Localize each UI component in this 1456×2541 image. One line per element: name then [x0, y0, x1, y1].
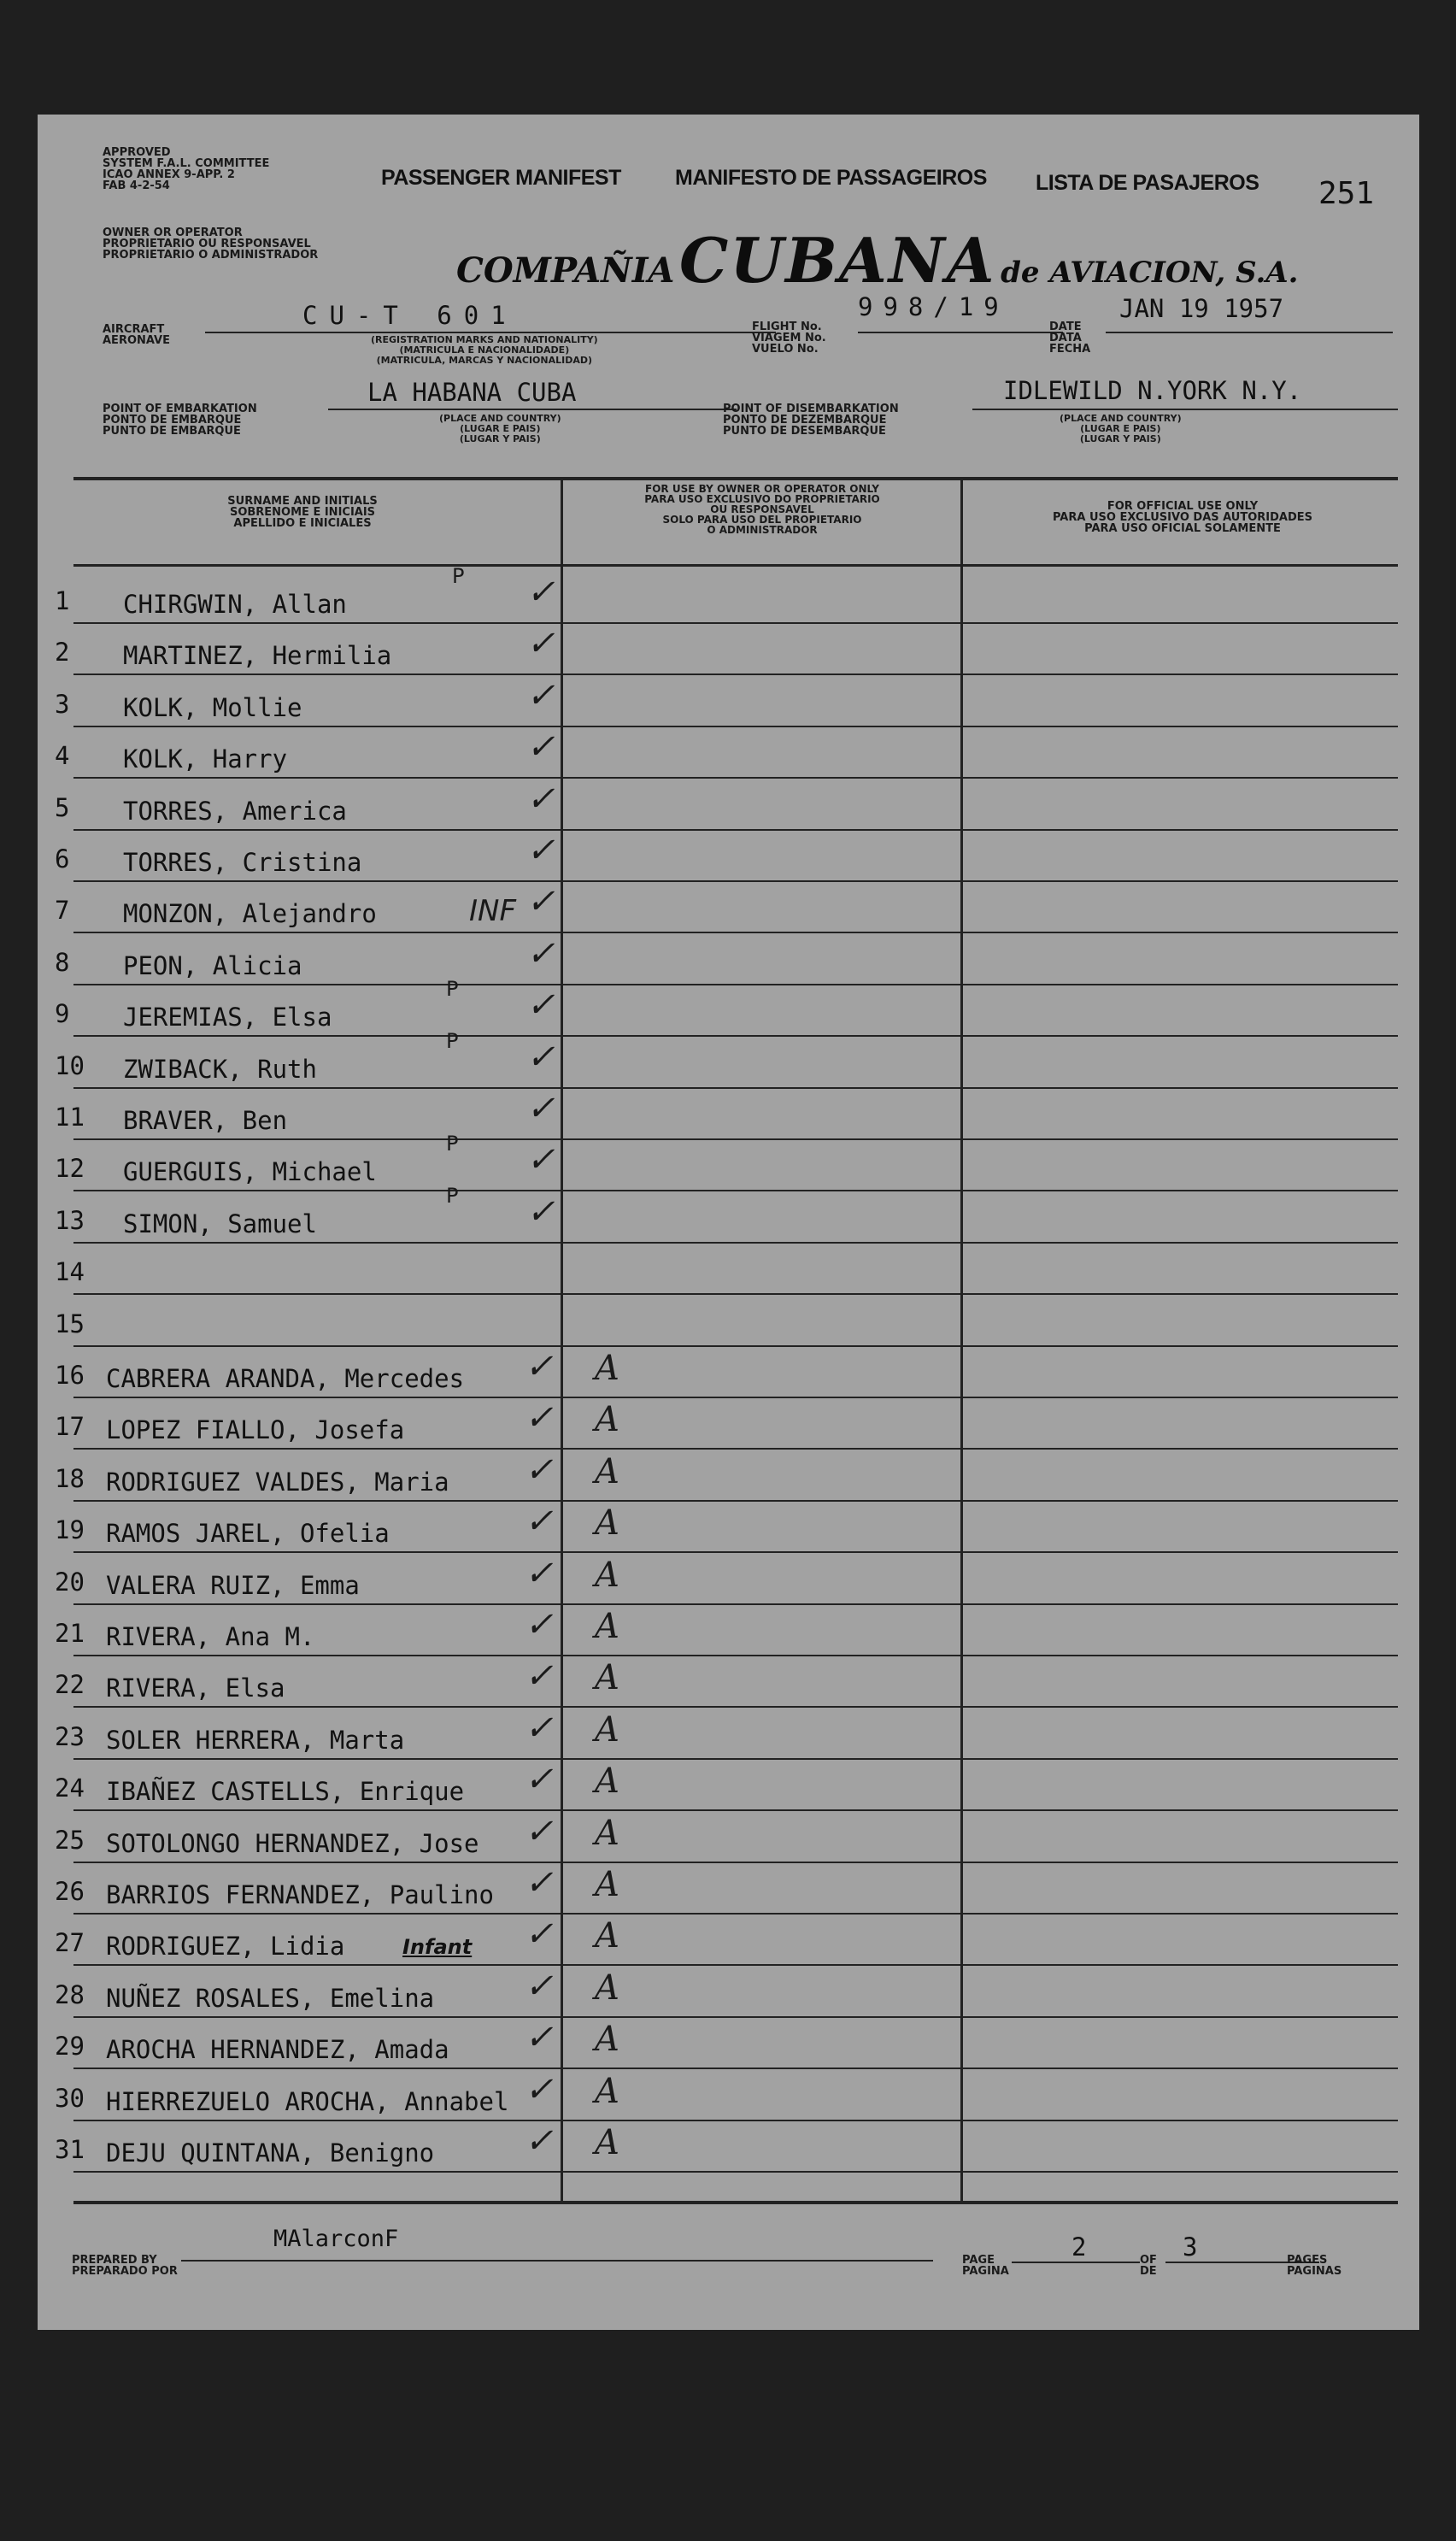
- row-number: 22: [55, 1670, 85, 1700]
- row-rule: [73, 1655, 1398, 1656]
- date-label-line: DATA: [1049, 332, 1082, 344]
- date-label-line: FECHA: [1049, 343, 1091, 356]
- of-label: [1140, 2255, 1157, 2277]
- row-number: 8: [55, 947, 70, 977]
- column-header-operator: [574, 484, 950, 535]
- row-rule: [73, 2068, 1398, 2069]
- row-number: 30: [55, 2083, 85, 2113]
- row-number: 5: [55, 792, 70, 822]
- aircraft-sublabel-line: (MATRICULA, MARCAS Y NACIONALIDAD): [376, 355, 593, 366]
- check-mark: ✓: [526, 1140, 555, 1180]
- row-rule: [73, 1913, 1398, 1915]
- owner-label-block: [103, 227, 318, 261]
- row-number: 9: [55, 999, 70, 1029]
- column-header-line: PARA USO OFICIAL SOLAMENTE: [1084, 522, 1281, 535]
- column-header-line: FOR USE BY OWNER OR OPERATOR ONLY: [645, 483, 879, 495]
- row-number: 6: [55, 844, 70, 873]
- row-number: 15: [55, 1309, 85, 1338]
- row-number: 16: [55, 1361, 85, 1390]
- infant-note: Infant: [402, 1935, 473, 1959]
- row-number: 13: [55, 1205, 85, 1235]
- prepared-underline: [181, 2260, 933, 2262]
- disembarkation-label-line: PONTO DE DEZEMBARQUE: [723, 414, 887, 426]
- column-header-line: OU RESPONSAVEL: [710, 503, 814, 515]
- row-rule: [73, 1035, 1398, 1037]
- manifest-document: [38, 115, 1419, 2330]
- check-mark: ✓: [526, 779, 555, 819]
- row-rule: [73, 1242, 1398, 1244]
- passenger-name: IBAÑEZ CASTELLS, Enrique: [106, 1777, 465, 1807]
- row-number: 20: [55, 1567, 85, 1597]
- aircraft-value: CU-T 601: [302, 301, 518, 330]
- row-rule: [73, 1964, 1398, 1966]
- check-mark: ✓: [525, 1708, 554, 1748]
- footer-label-line: PAGES: [1287, 2254, 1328, 2267]
- aircraft-label-line: AERONAVE: [103, 334, 171, 347]
- column-header-line: PARA USO EXCLUSIVO DO PROPRIETARIO: [644, 493, 880, 505]
- disembarkation-underline: [972, 409, 1398, 410]
- date-label: [1049, 321, 1090, 355]
- row-rule: [73, 777, 1398, 779]
- page-number: 251: [1318, 176, 1375, 211]
- check-mark: ✓: [525, 1863, 554, 1903]
- footer-label-line: PREPARADO POR: [72, 2265, 178, 2278]
- row-rule: [73, 1293, 1398, 1295]
- operator-mark: A: [595, 2123, 619, 2162]
- row-rule: [73, 932, 1398, 933]
- passenger-name: AROCHA HERNANDEZ, Amada: [106, 2035, 449, 2065]
- column-header-line: SOLO PARA USO DEL PROPIETARIO: [662, 514, 862, 526]
- operator-mark: A: [595, 1503, 619, 1544]
- operator-mark: A: [595, 1968, 619, 2008]
- date-underline: [1106, 332, 1393, 333]
- footer-label-line: OF: [1140, 2254, 1157, 2267]
- company-name: [456, 224, 1299, 297]
- column-header-line: SOBRENOME E INICIAIS: [229, 506, 376, 519]
- column-divider-2: [960, 477, 963, 2203]
- check-mark: ✓: [526, 1089, 555, 1128]
- embarkation-sublabel-line: (LUGAR E PAIS): [460, 423, 541, 434]
- check-mark: ✓: [525, 1811, 554, 1851]
- passenger-name: MARTINEZ, Hermilia: [123, 641, 392, 671]
- approved-line: ICAO ANNEX 9-APP. 2: [103, 168, 235, 181]
- flight-label-line: VUELO No.: [752, 343, 819, 356]
- row-rule: [73, 622, 1398, 624]
- column-header-line: PARA USO EXCLUSIVO DAS AUTORIDADES: [1052, 511, 1313, 524]
- company-part2: CUBANA: [679, 224, 996, 297]
- check-mark: ✓: [525, 2018, 554, 2058]
- disembarkation-label-line: PUNTO DE DESEMBARQUE: [723, 425, 886, 438]
- row-rule: [73, 1706, 1398, 1708]
- aircraft-label: [103, 324, 170, 346]
- approved-line: FAB 4-2-54: [103, 179, 170, 192]
- aircraft-sublabel: [371, 335, 598, 366]
- row-rule: [73, 1603, 1398, 1605]
- passenger-name: SOLER HERRERA, Marta: [106, 1725, 405, 1755]
- row-rule: [73, 673, 1398, 675]
- row-rule: [73, 1087, 1398, 1089]
- operator-mark: A: [595, 1916, 619, 1956]
- date-label-line: DATE: [1049, 321, 1082, 333]
- column-divider-1: [561, 477, 563, 2203]
- check-mark: ✓: [526, 882, 555, 922]
- passenger-name: HIERREZUELO AROCHA, Annabel: [106, 2086, 509, 2116]
- column-header-line: FOR OFFICIAL USE ONLY: [1107, 500, 1259, 513]
- passenger-name: PEON, Alicia: [123, 950, 302, 980]
- passenger-name: DEJU QUINTANA, Benigno: [106, 2138, 435, 2167]
- operator-mark: A: [595, 1451, 619, 1491]
- embarkation-label-line: PONTO DE EMBARQUE: [103, 414, 242, 426]
- passenger-name: RIVERA, Elsa: [106, 1673, 285, 1703]
- row-number: 10: [55, 1050, 85, 1080]
- prepared-by-label: [72, 2255, 178, 2277]
- operator-mark: A: [595, 1813, 619, 1853]
- check-mark: ✓: [526, 727, 555, 768]
- row-number: 18: [55, 1463, 85, 1493]
- operator-mark: A: [595, 1865, 619, 1904]
- table-top-border: [73, 477, 1398, 480]
- row-number: 24: [55, 1773, 85, 1803]
- row-rule: [73, 1448, 1398, 1450]
- check-mark: ✓: [525, 1760, 554, 1800]
- footer-label-line: PAGINA: [962, 2265, 1009, 2278]
- operator-mark: A: [595, 1709, 619, 1750]
- row-number: 11: [55, 1103, 85, 1132]
- check-mark: ✓: [526, 675, 555, 715]
- header-separator: [73, 564, 1398, 567]
- row-rule: [73, 1809, 1398, 1811]
- passenger-name: RAMOS JAREL, Ofelia: [106, 1519, 390, 1549]
- pages-label: [1287, 2255, 1342, 2277]
- operator-mark: A: [595, 1349, 619, 1388]
- disembarkation-sublabel-line: (LUGAR Y PAIS): [1079, 433, 1161, 444]
- passenger-name: CABRERA ARANDA, Mercedes: [106, 1364, 465, 1393]
- passenger-name: KOLK, Harry: [123, 744, 288, 774]
- check-mark: ✓: [526, 573, 555, 612]
- approved-block: [103, 147, 269, 191]
- flight-label: [752, 321, 826, 355]
- disembarkation-sublabel: [1060, 414, 1182, 444]
- row-number: 23: [55, 1721, 85, 1751]
- flight-label-line: VIAGEM No.: [752, 332, 826, 344]
- passenger-name: BRAVER, Ben: [123, 1106, 288, 1135]
- check-mark: ✓: [526, 933, 555, 973]
- table-bottom-border: [73, 2201, 1398, 2204]
- column-header-official: [978, 501, 1388, 534]
- operator-mark: A: [595, 1400, 619, 1440]
- row-number: 17: [55, 1412, 85, 1442]
- row-number: 14: [55, 1257, 85, 1287]
- row-rule: [73, 984, 1398, 985]
- row-rule: [73, 1551, 1398, 1553]
- passenger-name: RODRIGUEZ VALDES, Maria: [106, 1467, 449, 1497]
- embarkation-label-line: POINT OF EMBARKATION: [103, 403, 257, 415]
- column-header-line: SURNAME AND INITIALS: [227, 495, 378, 508]
- passenger-name: ZWIBACK, Ruth: [123, 1054, 317, 1084]
- row-number: 21: [55, 1619, 85, 1648]
- row-number: 1: [55, 586, 70, 615]
- embarkation-underline: [328, 409, 737, 410]
- passenger-annotation: P: [446, 1028, 459, 1053]
- check-mark: ✓: [526, 1037, 555, 1077]
- passenger-name: KOLK, Mollie: [123, 692, 302, 722]
- passenger-name: VALERA RUIZ, Emma: [106, 1570, 360, 1600]
- passenger-name: RODRIGUEZ, Lidia: [106, 1932, 345, 1962]
- row-number: 7: [55, 896, 70, 926]
- disembarkation-sublabel-line: (LUGAR E PAIS): [1080, 423, 1161, 434]
- operator-mark: A: [595, 2020, 619, 2060]
- row-rule: [73, 726, 1398, 727]
- row-number: 3: [55, 689, 70, 719]
- footer-label-line: PAGE: [962, 2254, 995, 2267]
- footer-label-line: PAGINAS: [1287, 2265, 1342, 2278]
- passenger-name: SOTOLONGO HERNANDEZ, Jose: [106, 1828, 479, 1858]
- row-number: 19: [55, 1515, 85, 1545]
- row-rule: [73, 829, 1398, 831]
- row-number: 31: [55, 2135, 85, 2164]
- disembarkation-sublabel-line: (PLACE AND COUNTRY): [1060, 413, 1182, 424]
- embarkation-sublabel-line: (LUGAR Y PAIS): [459, 433, 541, 444]
- passenger-name: TORRES, America: [123, 796, 347, 826]
- check-mark: ✓: [525, 1347, 554, 1386]
- row-rule: [73, 1500, 1398, 1502]
- approved-line: SYSTEM F.A.L. COMMITTEE: [103, 157, 270, 170]
- page-label: [962, 2255, 1009, 2277]
- owner-label-line: PROPRIETARIO O ADMINISTRADOR: [103, 249, 319, 262]
- page-total: 3: [1183, 2232, 1198, 2262]
- passenger-annotation: P: [446, 1132, 459, 1156]
- embarkation-value: LA HABANA CUBA: [367, 378, 577, 407]
- passenger-name: NUÑEZ ROSALES, Emelina: [106, 1983, 435, 2013]
- flight-value: 998/19: [858, 292, 1009, 321]
- operator-mark: A: [595, 1555, 619, 1595]
- operator-mark: A: [595, 1607, 619, 1646]
- check-mark: ✓: [525, 1966, 554, 2006]
- flight-label-line: FLIGHT No.: [752, 321, 822, 333]
- title-es: LISTA DE PASAJEROS: [1036, 171, 1259, 195]
- operator-mark: A: [595, 1658, 619, 1698]
- row-rule: [73, 1190, 1398, 1191]
- date-value: JAN 19 1957: [1119, 294, 1284, 323]
- aircraft-underline: [205, 332, 776, 333]
- footer-label-line: PREPARED BY: [72, 2254, 157, 2267]
- flight-underline: [858, 332, 1063, 333]
- page-current: 2: [1071, 2232, 1087, 2262]
- row-rule: [73, 1397, 1398, 1398]
- check-mark: ✓: [525, 1450, 554, 1490]
- company-part1: COMPAÑIA: [456, 250, 675, 291]
- company-part3: de AVIACION, S.A.: [1001, 256, 1299, 290]
- page-underline: [1012, 2262, 1140, 2263]
- passenger-annotation: INF: [469, 894, 517, 929]
- passenger-name: SIMON, Samuel: [123, 1209, 317, 1238]
- check-mark: ✓: [525, 2069, 554, 2109]
- check-mark: ✓: [526, 831, 555, 870]
- passenger-annotation: P: [446, 1183, 459, 1208]
- column-header-name: [157, 496, 448, 529]
- embarkation-sublabel: [439, 414, 561, 444]
- passenger-name: RIVERA, Ana M.: [106, 1622, 315, 1651]
- check-mark: ✓: [525, 1502, 554, 1542]
- aircraft-sublabel-line: (REGISTRATION MARKS AND NATIONALITY): [371, 334, 598, 345]
- column-header-line: APELLIDO E INICIALES: [233, 517, 372, 530]
- check-mark: ✓: [525, 1605, 554, 1644]
- embarkation-label: [103, 403, 257, 437]
- passenger-name: BARRIOS FERNANDEZ, Paulino: [106, 1880, 494, 1909]
- passenger-name: JEREMIAS, Elsa: [123, 1003, 332, 1032]
- row-number: 12: [55, 1154, 85, 1184]
- row-rule: [73, 1862, 1398, 1863]
- title-pt: MANIFESTO DE PASSAGEIROS: [675, 166, 987, 190]
- row-rule: [73, 2016, 1398, 2018]
- operator-mark: A: [595, 1762, 619, 1802]
- row-number: 25: [55, 1825, 85, 1855]
- row-rule: [73, 2120, 1398, 2121]
- aircraft-label-line: AIRCRAFT: [103, 323, 165, 336]
- check-mark: ✓: [525, 1915, 554, 1955]
- row-number: 26: [55, 1877, 85, 1906]
- passenger-name: GUERGUIS, Michael: [123, 1157, 377, 1187]
- prepared-by-value: MAlarconF: [273, 2226, 399, 2252]
- row-number: 2: [55, 638, 70, 668]
- disembarkation-label-line: POINT OF DISEMBARKATION: [723, 403, 899, 415]
- operator-mark: A: [595, 2071, 619, 2111]
- passenger-name: TORRES, Cristina: [123, 848, 362, 877]
- disembarkation-label: [723, 403, 899, 437]
- title-en: PASSENGER MANIFEST: [381, 166, 621, 190]
- owner-label-line: OWNER OR OPERATOR: [103, 226, 243, 239]
- approved-line: APPROVED: [103, 146, 171, 159]
- row-rule: [73, 1138, 1398, 1140]
- check-mark: ✓: [525, 1656, 554, 1697]
- owner-label-line: PROPRIETARIO OU RESPONSAVEL: [103, 238, 311, 250]
- check-mark: ✓: [525, 2121, 554, 2161]
- aircraft-sublabel-line: (MATRICULA E NACIONALIDADE): [399, 344, 570, 356]
- column-header-line: O ADMINISTRADOR: [707, 524, 818, 536]
- check-mark: ✓: [525, 1553, 554, 1593]
- passenger-annotation: P: [452, 564, 465, 588]
- row-rule: [73, 2171, 1398, 2173]
- row-rule: [73, 880, 1398, 882]
- check-mark: ✓: [525, 1398, 554, 1438]
- check-mark: ✓: [526, 985, 555, 1026]
- row-number: 28: [55, 1979, 85, 2009]
- embarkation-sublabel-line: (PLACE AND COUNTRY): [439, 413, 561, 424]
- embarkation-label-line: PUNTO DE EMBARQUE: [103, 425, 241, 438]
- row-number: 29: [55, 2032, 85, 2062]
- row-number: 27: [55, 1928, 85, 1958]
- check-mark: ✓: [526, 624, 555, 664]
- passenger-annotation: P: [446, 977, 459, 1002]
- passenger-name: CHIRGWIN, Allan: [123, 590, 347, 619]
- row-number: 4: [55, 741, 70, 771]
- passenger-name: MONZON, Alejandro: [123, 899, 377, 929]
- passenger-name: LOPEZ FIALLO, Josefa: [106, 1415, 405, 1445]
- row-rule: [73, 1758, 1398, 1760]
- footer-label-line: DE: [1140, 2265, 1157, 2278]
- disembarkation-value: IDLEWILD N.YORK N.Y.: [1003, 376, 1302, 405]
- check-mark: ✓: [526, 1191, 555, 1232]
- row-rule: [73, 1345, 1398, 1347]
